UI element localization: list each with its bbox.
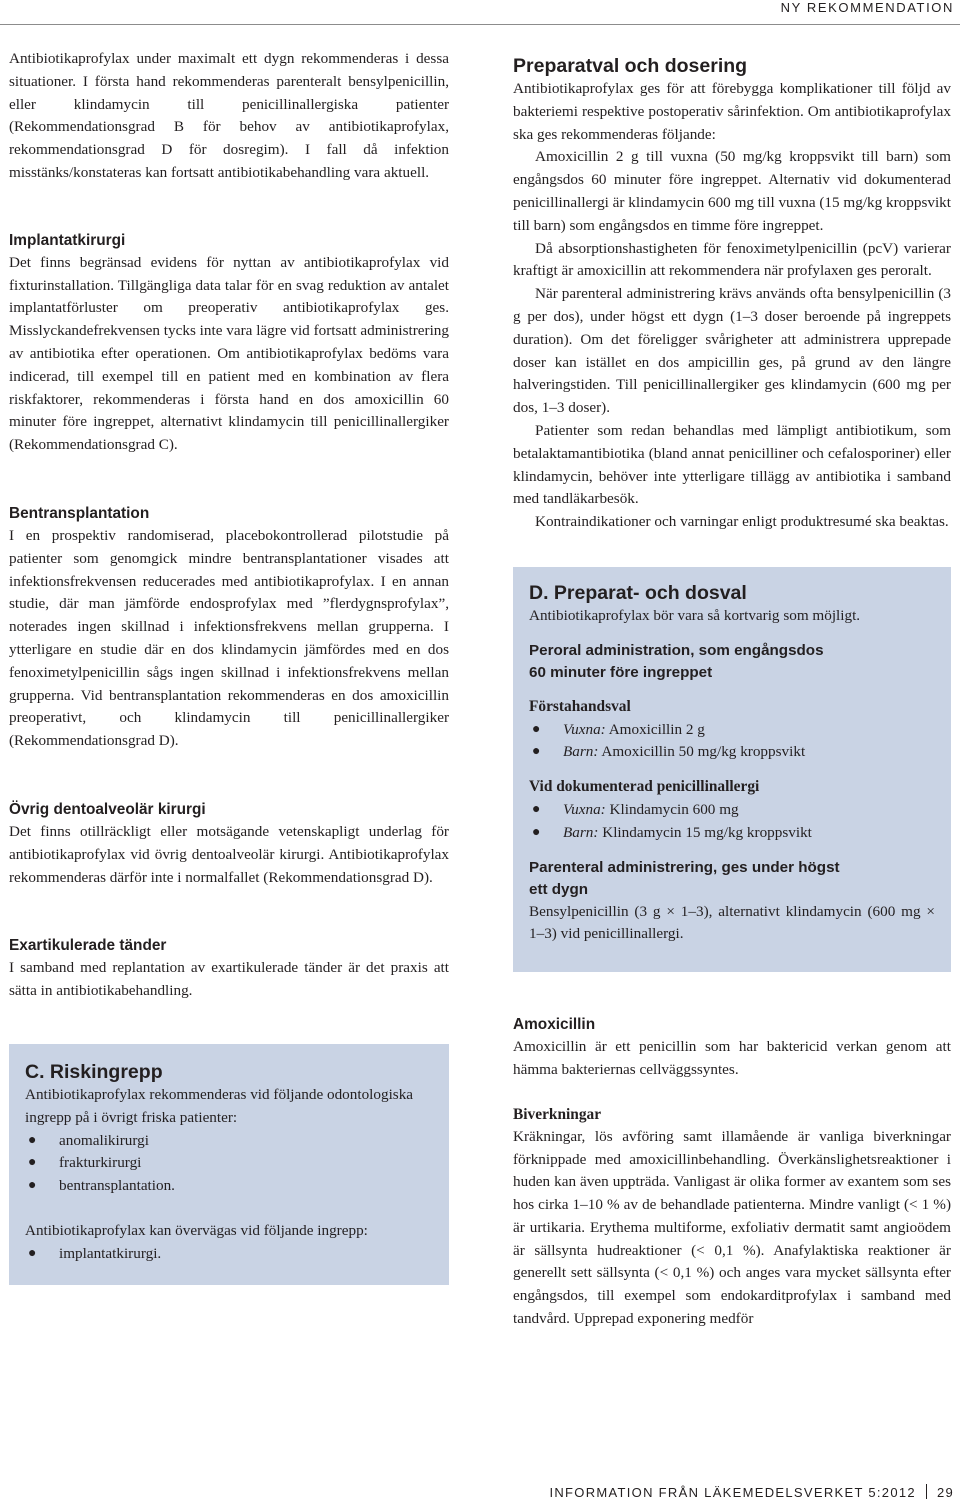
list-item: ● Vuxna: Klindamycin 600 mg	[529, 799, 935, 822]
bone-heading: Bentransplantation	[9, 504, 150, 522]
bullet-icon: ●	[532, 721, 541, 737]
box-c-consider-list	[25, 1243, 433, 1266]
bullet-icon: ●	[532, 801, 541, 817]
parenteral-heading: Parenteral administrering, ges under högst ett dygn	[529, 858, 840, 898]
list-item: ● Barn: Klindamycin 15 mg/kg kroppsvikt	[529, 822, 935, 845]
box-c-list	[25, 1130, 433, 1198]
list-item: ● implantatkirurgi.	[25, 1243, 433, 1266]
box-c-consider: Antibiotikaprofylax kan övervägas vid följande ingrepp:	[25, 1221, 368, 1239]
implant-paragraph: Det finns begränsad evidens för nyttan av antibiotikaprofylax vid fixturinstallation. Tillgängliga data talar för en svag reduktion av antalet implantatförluster om preoperativ antibiotikaprofylax ges. Misslyckandefrekvensen tycks inte vara lägre vid fortsatt administrering av antibiotika efter operationen. Om antibiotikaprofylax bedöms vara indicerad, till exempel till en patient med en kombination av flera riskfaktorer, rekommenderas i första hand en dos amoxicillin 60 minuter före ingreppet, alternativt klindamycin till penicillinallergiker (Rekommendationsgrad C).	[9, 253, 449, 454]
bullet-icon: ●	[28, 1155, 37, 1171]
page-number: 29	[936, 1485, 954, 1500]
page-footer	[549, 1484, 954, 1500]
first-choice-list	[529, 719, 935, 765]
dosage-paragraph-5: Patienter som redan behandlas med lämpligt antibiotikum, som betalaktamantibiotika (bland annat penicilliner och cefalosporiner) eller klindamycin, behöver inte ytterligare tillägg av antibiotika i samband med tandläkarbesök.	[513, 421, 951, 508]
amoxicillin-heading: Amoxicillin	[513, 1016, 596, 1034]
first-choice-heading: Förstahandsval	[529, 697, 631, 715]
right-column	[513, 48, 951, 1331]
amoxicillin-paragraph: Amoxicillin är ett penicillin som har baktericid verkan genom att hämma bakteriernas cellväggssyntes.	[513, 1038, 951, 1078]
side-effects-paragraph: Kräkningar, lös avföring samt illamående är vanliga biverkningar förknippade med amoxicillinbehandling. Överkänslighetsreaktioner i huden kan även uppträda. Vanligast är olika former av exantem som ses hos cirka 1–10 % av de behandlade patienterna. Mindre vanligt (< 1 %) är urtikaria. Erythema multiforme, exfoliativ dermatit samt angioödem är sällsynta hudreaktioner (< 0,1 %). Anafylaktiska reaktioner är generellt sett sällsynta (< 0,1 %) och anges vara mycket sällsynta efter engångsdos, till exempel som endokarditprofylax i samband med tandvård. Upprepad exponering medför	[513, 1127, 951, 1328]
bullet-icon: ●	[532, 824, 541, 840]
bullet-icon: ●	[28, 1132, 37, 1148]
bullet-icon: ●	[532, 744, 541, 760]
publication-name: INFORMATION FRÅN LÄKEMEDELSVERKET 5:2012	[549, 1485, 916, 1500]
dosage-heading: Preparatval och dosering	[513, 55, 748, 77]
header-rule	[0, 24, 960, 25]
dosage-paragraph-2: Amoxicillin 2 g till vuxna (50 mg/kg kroppsvikt till barn) som engångsdos 60 minuter före ingreppet. Alternativ vid dokumenterad penicillinallergi är klindamycin 600 mg till vuxna (15 mg/kg kroppsvikt till barn) som engångsdos en timme före ingreppet.	[513, 148, 951, 234]
other-surgery-heading: Övrig dentoalveolär kirurgi	[9, 800, 206, 818]
list-item: ● bentransplantation.	[25, 1175, 433, 1198]
oral-heading: Peroral administration, som engångsdos 60 minuter före ingreppet	[529, 641, 824, 681]
allergy-heading: Vid dokumenterad penicillinallergi	[529, 778, 760, 796]
side-effects-heading: Biverkningar	[513, 1105, 602, 1123]
allergy-list	[529, 799, 935, 845]
list-item: ● anomalikirurgi	[25, 1130, 433, 1153]
left-column	[9, 48, 449, 1285]
bone-paragraph: I en prospektiv randomiserad, placebokontrollerad pilotstudie på patienter som genomgick mindre bentransplantationer visades att infektionsfrekvensen reducerades med antibiotikaprofylax. I en annan studie, där man jämförde endosprofylax med ”flerdygnsprofylax”, noterades ingen skillnad i infektionsfrekvens mellan grupperna. I ytterligare en studie där en dos klindamycin jämfördes med en dos fenoximetylpenicillin sågs ingen skillnad i infektionsfrekvens mellan grupperna. Vid bentransplantation rekommenderas en dos amoxicillin preoperativt, och klindamycin till penicillinallergiker (Rekommendationsgrad D).	[9, 526, 449, 750]
dosage-paragraph-1: Antibiotikaprofylax ges för att förebygga komplikationer till följd av bakteriemi respektive postoperativ sårinfektion. Om antibiotikaprofylax ska ges rekommenderas följande:	[513, 80, 951, 143]
footer-divider	[926, 1484, 927, 1499]
section-tag: NY REKOMMENDATION	[780, 0, 954, 15]
box-d-intro: Antibiotikaprofylax bör vara så kortvarig som möjligt.	[529, 606, 861, 624]
drug-dosage-box	[513, 567, 951, 972]
dosage-paragraph-3: Då absorptionshastigheten för fenoximetylpenicillin (pcV) varierar kraftigt är amoxicillin att rekommendera när profylaxen ges peroralt.	[513, 239, 951, 280]
list-item: ● Vuxna: Amoxicillin 2 g	[529, 719, 935, 742]
box-c-intro: Antibiotikaprofylax rekommenderas vid följande odontologiska ingrepp på i övrigt friska patienter:	[25, 1085, 414, 1126]
exarticulated-heading: Exartikulerade tänder	[9, 937, 167, 955]
risk-procedures-box	[9, 1044, 449, 1286]
bullet-icon: ●	[28, 1245, 37, 1261]
exarticulated-paragraph: I samband med replantation av exartikulerade tänder är det praxis att sätta in antibiotikabehandling.	[9, 959, 449, 1000]
dosage-paragraph-4: När parenteral administrering krävs används ofta bensylpenicillin (3 g per dos), under högst ett dygn (1–3 doser beroende på ingreppets duration). Om det föreligger svårigheter att administrera upprepade doser kan istället en dos ampicillin ges, på grund av den längre halveringstiden. Till penicillinallergiker ges klindamycin (600 mg per dos, 1–3 doser).	[513, 285, 951, 417]
list-item: ● frakturkirurgi	[25, 1152, 433, 1175]
bullet-icon: ●	[28, 1178, 37, 1194]
dosage-paragraph-6: Kontraindikationer och varningar enligt produktresumé ska beaktas.	[535, 513, 949, 531]
box-d-title: D. Preparat- och dosval	[529, 581, 747, 604]
list-item: ● Barn: Amoxicillin 50 mg/kg kroppsvikt	[529, 741, 935, 764]
other-surgery-paragraph: Det finns otillräckligt eller motsägande vetenskapligt underlag för antibiotikaprofylax vid övrig dentoalveolär kirurgi. Antibiotikaprofylax rekommenderas därför inte i normalfallet (Rekommendationsgrad D).	[9, 822, 449, 886]
parenteral-paragraph: Bensylpenicillin (3 g × 1–3), alternativt klindamycin (600 mg × 1–3) vid penicillinallergi.	[529, 902, 935, 943]
intro-paragraph: Antibiotikaprofylax under maximalt ett dygn rekommenderas i dessa situationer. I första hand rekommenderas parenteralt bensylpenicillin, eller klindamycin till penicillinallergiska patienter (Rekommendationsgrad B för behov av antibiotikaprofylax, rekommendationsgrad D för dosregim). I fall då infektion misstänks/konstateras kan fortsatt antibiotikabehandling vara aktuell.	[9, 50, 449, 181]
box-c-title: C. Riskingrepp	[25, 1060, 163, 1083]
implant-heading: Implantatkirurgi	[9, 231, 126, 249]
